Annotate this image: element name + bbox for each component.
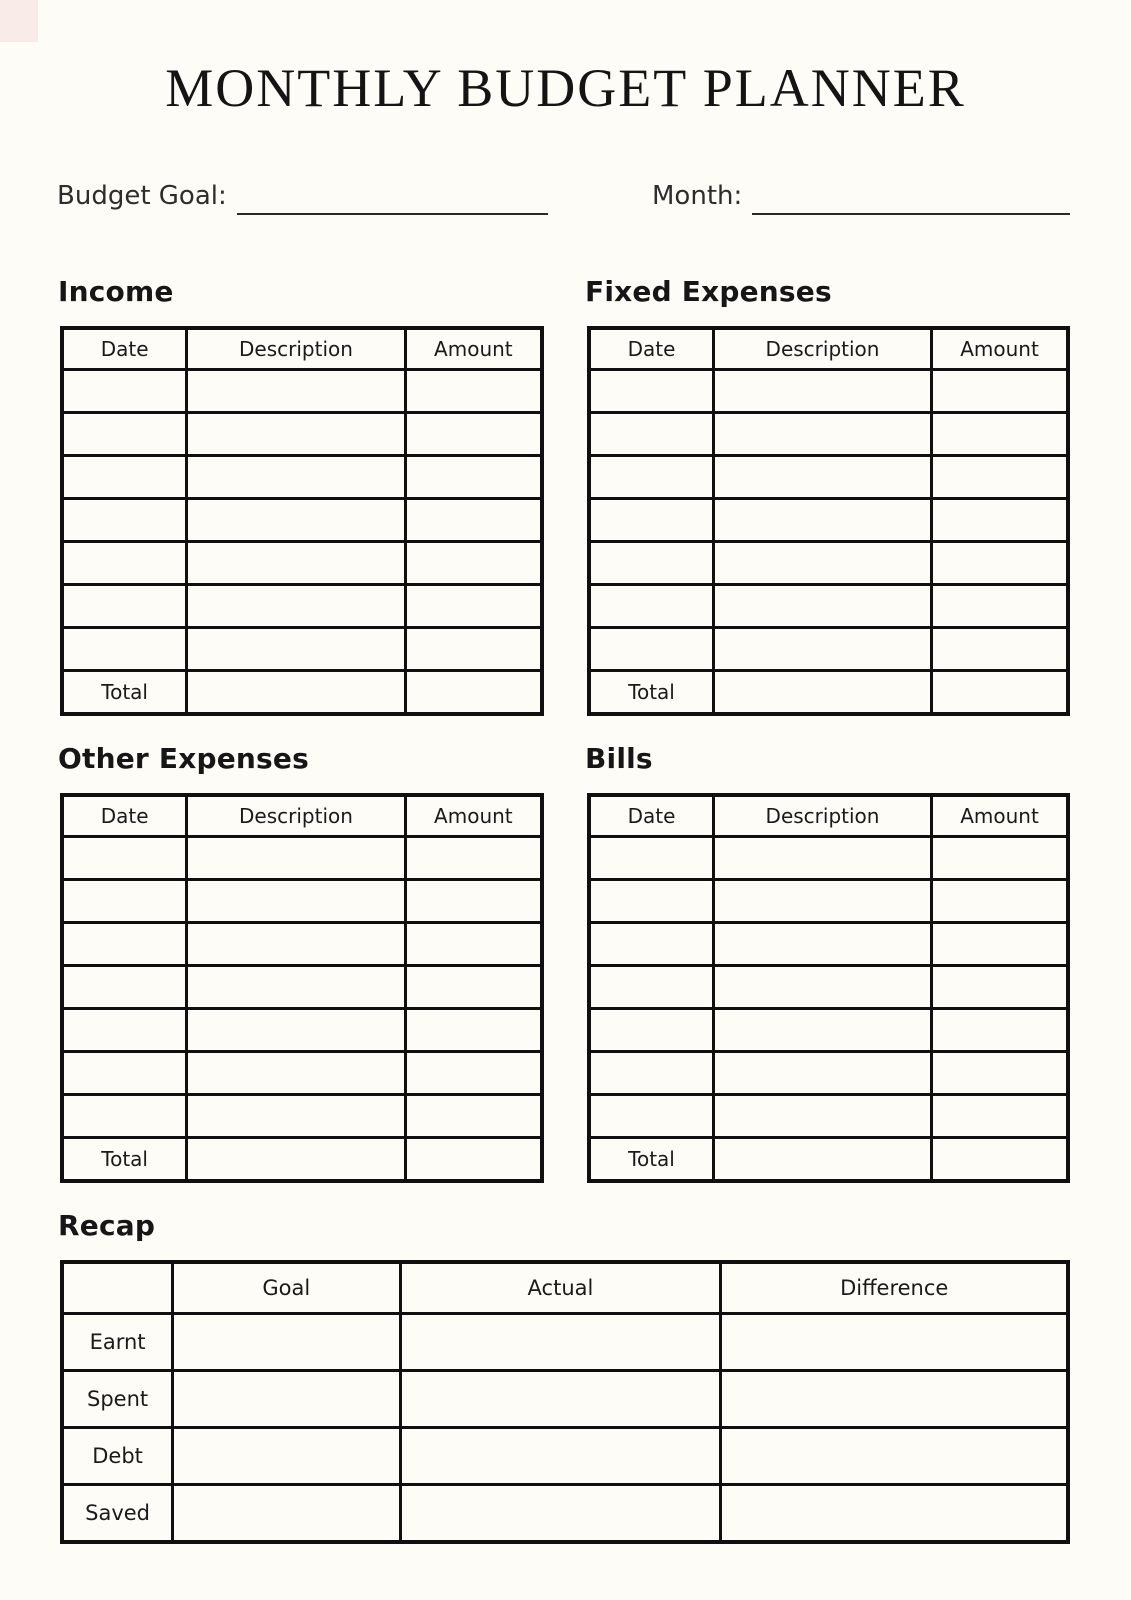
other-expenses-table (60, 793, 544, 1183)
amount-column-header: Amount (931, 795, 1068, 837)
description-column-header: Description (714, 328, 932, 370)
empty-cell[interactable] (714, 879, 932, 922)
goal-column-header: Goal (173, 1262, 400, 1314)
empty-cell[interactable] (931, 1008, 1068, 1051)
empty-cell[interactable] (187, 584, 405, 627)
empty-cell[interactable] (589, 412, 714, 455)
empty-cell[interactable] (721, 1313, 1068, 1370)
budget-goal-input-line[interactable] (237, 179, 548, 215)
recap-table (60, 1260, 1070, 1544)
total-label: Total (62, 670, 187, 714)
recap-row-spent (62, 1370, 1068, 1427)
empty-cell[interactable] (187, 1051, 405, 1094)
empty-cell[interactable] (714, 498, 932, 541)
table-row (62, 922, 542, 965)
income-section (60, 275, 544, 716)
actual-column-header: Actual (400, 1262, 721, 1314)
empty-cell[interactable] (405, 412, 542, 455)
total-row (62, 1137, 542, 1181)
empty-cell[interactable] (187, 922, 405, 965)
table-row (62, 584, 542, 627)
empty-cell[interactable] (405, 1137, 542, 1181)
empty-cell[interactable] (714, 627, 932, 670)
section-title-bills: Bills (585, 741, 653, 775)
table-header-row (589, 795, 1068, 837)
empty-cell[interactable] (405, 541, 542, 584)
table-row (589, 627, 1068, 670)
empty-cell[interactable] (187, 836, 405, 879)
empty-cell[interactable] (589, 922, 714, 965)
table-row (62, 1094, 542, 1137)
table-row (589, 412, 1068, 455)
empty-cell[interactable] (714, 1137, 932, 1181)
table-row (589, 965, 1068, 1008)
empty-cell[interactable] (405, 1094, 542, 1137)
table-row (589, 1094, 1068, 1137)
empty-cell[interactable] (931, 922, 1068, 965)
section-title-recap: Recap (58, 1208, 156, 1242)
empty-cell[interactable] (62, 584, 187, 627)
section-title-other-expenses: Other Expenses (58, 741, 309, 775)
empty-cell[interactable] (714, 836, 932, 879)
table-row (589, 369, 1068, 412)
bills-section (587, 742, 1070, 1183)
empty-cell[interactable] (931, 670, 1068, 714)
empty-cell[interactable] (62, 1051, 187, 1094)
table-row (589, 1008, 1068, 1051)
budget-goal-field (57, 179, 548, 215)
income-table (60, 326, 544, 716)
empty-cell[interactable] (173, 1427, 400, 1484)
empty-cell[interactable] (62, 1008, 187, 1051)
table-row (589, 584, 1068, 627)
empty-cell[interactable] (721, 1370, 1068, 1427)
recap-row-label: Earnt (62, 1313, 173, 1370)
header-fields-row (57, 179, 1070, 215)
empty-cell[interactable] (714, 922, 932, 965)
month-input-line[interactable] (752, 179, 1070, 215)
recap-row-earnt (62, 1313, 1068, 1370)
empty-cell[interactable] (187, 498, 405, 541)
difference-column-header: Difference (721, 1262, 1068, 1314)
empty-cell[interactable] (931, 627, 1068, 670)
empty-cell[interactable] (589, 498, 714, 541)
empty-cell[interactable] (931, 455, 1068, 498)
fixed-expenses-section (587, 275, 1070, 716)
empty-cell[interactable] (405, 584, 542, 627)
empty-cell[interactable] (173, 1313, 400, 1370)
empty-cell[interactable] (187, 1094, 405, 1137)
empty-cell[interactable] (589, 1051, 714, 1094)
empty-cell[interactable] (714, 455, 932, 498)
table-row (62, 1051, 542, 1094)
empty-cell[interactable] (187, 455, 405, 498)
empty-cell[interactable] (405, 1008, 542, 1051)
date-column-header: Date (589, 328, 714, 370)
empty-cell[interactable] (931, 412, 1068, 455)
recap-row-saved (62, 1484, 1068, 1542)
bills-table (587, 793, 1070, 1183)
empty-cell[interactable] (62, 412, 187, 455)
empty-cell[interactable] (931, 1094, 1068, 1137)
description-column-header: Description (187, 328, 405, 370)
empty-cell[interactable] (400, 1427, 721, 1484)
empty-cell[interactable] (62, 498, 187, 541)
empty-cell[interactable] (405, 627, 542, 670)
table-row (62, 498, 542, 541)
month-label: Month: (652, 180, 743, 211)
empty-cell[interactable] (187, 1008, 405, 1051)
empty-cell[interactable] (62, 455, 187, 498)
empty-cell[interactable] (589, 965, 714, 1008)
empty-cell[interactable] (589, 627, 714, 670)
empty-cell[interactable] (931, 1137, 1068, 1181)
empty-cell[interactable] (405, 498, 542, 541)
empty-cell[interactable] (62, 965, 187, 1008)
table-row (589, 455, 1068, 498)
empty-cell[interactable] (589, 836, 714, 879)
empty-cell[interactable] (589, 455, 714, 498)
table-row (62, 455, 542, 498)
empty-cell[interactable] (714, 541, 932, 584)
other-expenses-section (60, 742, 544, 1183)
amount-column-header: Amount (405, 328, 542, 370)
empty-cell[interactable] (62, 1094, 187, 1137)
empty-cell[interactable] (714, 1051, 932, 1094)
date-column-header: Date (589, 795, 714, 837)
empty-cell[interactable] (931, 584, 1068, 627)
empty-cell[interactable] (62, 879, 187, 922)
empty-cell[interactable] (931, 369, 1068, 412)
corner-artifact (0, 0, 38, 42)
section-title-fixed-expenses: Fixed Expenses (585, 274, 832, 308)
empty-cell[interactable] (589, 541, 714, 584)
budget-goal-label: Budget Goal: (57, 180, 227, 211)
empty-cell[interactable] (721, 1427, 1068, 1484)
date-column-header: Date (62, 795, 187, 837)
empty-cell[interactable] (589, 584, 714, 627)
description-column-header: Description (187, 795, 405, 837)
empty-cell[interactable] (721, 1484, 1068, 1542)
recap-corner-cell (62, 1262, 173, 1314)
empty-cell[interactable] (187, 627, 405, 670)
empty-cell[interactable] (931, 541, 1068, 584)
empty-cell[interactable] (405, 965, 542, 1008)
empty-cell[interactable] (931, 1051, 1068, 1094)
recap-header-row (62, 1262, 1068, 1314)
table-row (589, 541, 1068, 584)
empty-cell[interactable] (589, 1008, 714, 1051)
empty-cell[interactable] (589, 879, 714, 922)
total-label: Total (589, 1137, 714, 1181)
month-field (652, 179, 1070, 215)
total-row (589, 1137, 1068, 1181)
table-row (62, 1008, 542, 1051)
empty-cell[interactable] (405, 455, 542, 498)
recap-row-label: Debt (62, 1427, 173, 1484)
empty-cell[interactable] (714, 1008, 932, 1051)
empty-cell[interactable] (405, 879, 542, 922)
date-column-header: Date (62, 328, 187, 370)
empty-cell[interactable] (589, 1094, 714, 1137)
empty-cell[interactable] (187, 965, 405, 1008)
empty-cell[interactable] (400, 1484, 721, 1542)
empty-cell[interactable] (62, 369, 187, 412)
empty-cell[interactable] (714, 1094, 932, 1137)
table-row (62, 965, 542, 1008)
empty-cell[interactable] (405, 670, 542, 714)
total-row (589, 670, 1068, 714)
table-row (62, 541, 542, 584)
empty-cell[interactable] (187, 541, 405, 584)
total-label: Total (62, 1137, 187, 1181)
empty-cell[interactable] (589, 369, 714, 412)
table-header-row (62, 795, 542, 837)
total-label: Total (589, 670, 714, 714)
recap-section (60, 1209, 1070, 1544)
empty-cell[interactable] (62, 627, 187, 670)
empty-cell[interactable] (173, 1370, 400, 1427)
recap-row-label: Spent (62, 1370, 173, 1427)
description-column-header: Description (714, 795, 932, 837)
table-row (589, 1051, 1068, 1094)
page-title: MONTHLY BUDGET PLANNER (165, 58, 966, 118)
empty-cell[interactable] (187, 670, 405, 714)
empty-cell[interactable] (931, 965, 1068, 1008)
table-header-row (62, 328, 542, 370)
empty-cell[interactable] (187, 879, 405, 922)
empty-cell[interactable] (62, 541, 187, 584)
table-row (62, 879, 542, 922)
amount-column-header: Amount (405, 795, 542, 837)
empty-cell[interactable] (187, 369, 405, 412)
table-header-row (589, 328, 1068, 370)
empty-cell[interactable] (173, 1484, 400, 1542)
table-row (62, 369, 542, 412)
empty-cell[interactable] (714, 965, 932, 1008)
empty-cell[interactable] (187, 412, 405, 455)
fixed-expenses-table (587, 326, 1070, 716)
table-row (589, 836, 1068, 879)
empty-cell[interactable] (714, 369, 932, 412)
empty-cell[interactable] (405, 922, 542, 965)
total-row (62, 670, 542, 714)
empty-cell[interactable] (931, 879, 1068, 922)
empty-cell[interactable] (405, 1051, 542, 1094)
table-row (589, 879, 1068, 922)
empty-cell[interactable] (400, 1313, 721, 1370)
recap-row-label: Saved (62, 1484, 173, 1542)
table-row (589, 922, 1068, 965)
empty-cell[interactable] (714, 412, 932, 455)
table-row (589, 498, 1068, 541)
empty-cell[interactable] (62, 836, 187, 879)
empty-cell[interactable] (931, 498, 1068, 541)
empty-cell[interactable] (405, 836, 542, 879)
table-row (62, 836, 542, 879)
empty-cell[interactable] (714, 584, 932, 627)
empty-cell[interactable] (187, 1137, 405, 1181)
section-title-income: Income (58, 274, 174, 308)
table-row (62, 627, 542, 670)
ledger-sections-grid (60, 275, 1070, 1183)
empty-cell[interactable] (931, 836, 1068, 879)
empty-cell[interactable] (714, 670, 932, 714)
recap-row-debt (62, 1427, 1068, 1484)
empty-cell[interactable] (400, 1370, 721, 1427)
amount-column-header: Amount (931, 328, 1068, 370)
table-row (62, 412, 542, 455)
empty-cell[interactable] (405, 369, 542, 412)
empty-cell[interactable] (62, 922, 187, 965)
